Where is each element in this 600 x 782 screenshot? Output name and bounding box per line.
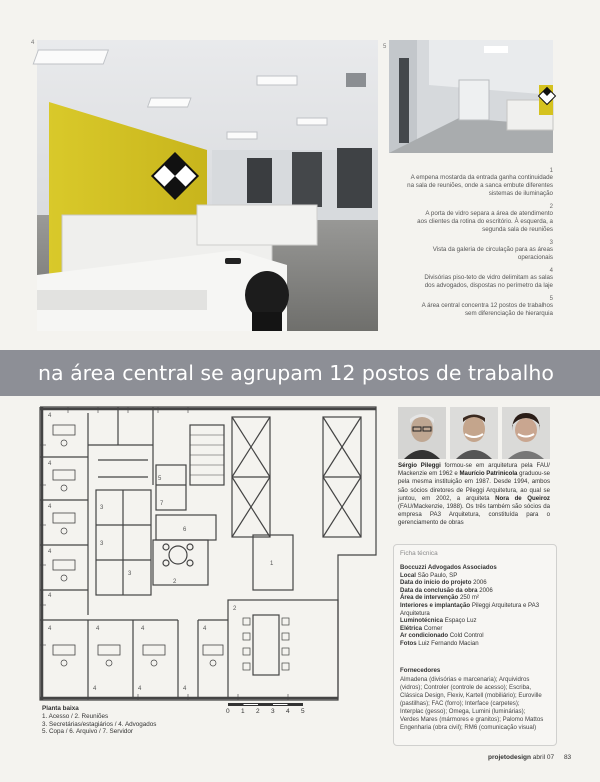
suppliers-line: Verdes Mares (mármores e granitos); Palomo Mattos xyxy=(400,715,544,723)
caption-line: A empena mostarda da entrada ganha continuidade xyxy=(410,174,553,181)
caption-line: Divisórias piso-teto de vidro delimitam as salas xyxy=(424,274,553,281)
photo-number: 4 xyxy=(31,40,35,46)
ficha-row: Ar condicionado Cold Control xyxy=(400,632,484,640)
issue-date: abril 07 xyxy=(532,754,555,761)
caption-line: segunda sala de reuniões xyxy=(482,226,553,233)
caption-line: dos advogados, dispostas no perímetro da laje xyxy=(424,282,553,289)
bio-name: Nora de Queiroz xyxy=(495,494,550,502)
room-number: 3 xyxy=(128,571,132,577)
ficha-row: Elétrica Corner xyxy=(400,624,443,632)
suppliers-line: Interplac (gesso); Omega, Lumini (luminárias); xyxy=(400,707,526,715)
portrait-sergio-pileggi xyxy=(398,407,446,459)
scale-tick: 3 xyxy=(271,708,275,715)
caption-line: sistemas de iluminação xyxy=(488,190,553,197)
portrait-mauricio-patrinicola xyxy=(450,407,498,459)
caption-number: 1 xyxy=(549,168,553,174)
room-number: 4 xyxy=(141,626,145,632)
room-number: 4 xyxy=(203,626,207,632)
ficha-heading: Ficha técnica xyxy=(400,550,438,557)
ficha-row: Local São Paulo, SP xyxy=(400,571,458,579)
room-number: 7 xyxy=(160,501,164,507)
caption xyxy=(380,204,553,234)
legend-line: 3. Secretárias/estagiários / 4. Advogados xyxy=(42,720,157,728)
section-banner xyxy=(0,350,600,396)
page-number: 83 xyxy=(563,754,572,761)
room-number: 2 xyxy=(173,579,177,585)
technical-sheet xyxy=(393,544,557,746)
side-photo xyxy=(383,40,553,153)
ficha-row: Data da conclusão da obra 2006 xyxy=(400,586,493,594)
suppliers-line: (vidros); Controler (controle de acesso); Escriba, xyxy=(400,683,532,691)
scale-tick: 0 xyxy=(226,708,230,715)
ficha-row: Arquitetura xyxy=(400,609,430,617)
caption-line: A área central concentra 12 postos de trabalhos xyxy=(421,302,553,309)
room-number: 4 xyxy=(48,549,52,555)
captions xyxy=(380,168,553,318)
main-photo xyxy=(31,40,378,331)
legend-line: 1. Acesso / 2. Reuniões xyxy=(42,712,109,720)
room-number: 4 xyxy=(138,686,142,692)
authors-bio xyxy=(398,462,550,528)
scale-tick: 5 xyxy=(301,708,305,715)
room-number: 2 xyxy=(233,606,237,612)
room-number: 6 xyxy=(183,527,187,533)
room-number: 5 xyxy=(158,476,162,482)
suppliers-line: Engenharia (obra civil); RM6 (comunicação visual) xyxy=(400,723,537,731)
caption-number: 2 xyxy=(549,204,553,210)
caption xyxy=(380,240,553,262)
floor-plan-drawing xyxy=(38,405,378,707)
suppliers-line: (pastilhas); FAC (forro); Interface (carpetes); xyxy=(400,699,520,707)
caption-line: aos clientes da rotina do escritório. À esquerda, a xyxy=(417,218,553,225)
bio-text: formou-se em arquitetura pela FAU/ Mackenzie em 1962 e xyxy=(398,462,551,478)
floor-plan xyxy=(38,405,378,707)
page-footer xyxy=(488,754,578,761)
room-number: 4 xyxy=(48,593,52,599)
caption-line: A porta de vidro separa a área de atendimento xyxy=(425,210,553,217)
plan-title: Planta baixa xyxy=(42,705,79,712)
caption-number: 5 xyxy=(549,296,553,302)
suppliers-line: Clássica Design, Flexiv, Kartell (mobiliário); Euroville xyxy=(400,691,542,699)
bio-name: Maurício Patrinicola xyxy=(459,470,518,478)
scale-bar xyxy=(228,703,303,721)
caption-number: 4 xyxy=(549,268,553,274)
suppliers-line: Almadena (divisórias e marcenaria); Arquividros xyxy=(400,675,530,683)
scale-tick: 4 xyxy=(286,708,290,715)
room-number: 4 xyxy=(48,504,52,510)
caption xyxy=(380,168,553,198)
bio-text: graduou-se pela mesma instituição em 1987. Desde 1994, ambos são sócios diretores de Pileggi Arquitetura, ao qual se juntou, em 2002, a arquiteta xyxy=(398,470,551,502)
suppliers xyxy=(400,667,552,732)
room-number: 4 xyxy=(93,686,97,692)
caption xyxy=(380,296,553,318)
room-number: 1 xyxy=(270,561,274,567)
ficha-row: Data do início do projeto 2006 xyxy=(400,579,487,587)
bio-name: Sérgio Pileggi xyxy=(398,462,441,469)
room-number: 3 xyxy=(100,541,104,547)
caption-line: operacionais xyxy=(517,254,553,261)
scale-tick: 1 xyxy=(241,708,245,715)
ficha-row: Fotos Luiz Fernando Macian xyxy=(400,639,479,647)
portraits xyxy=(398,407,550,459)
ficha-row: Luminotécnica Espaço Luz xyxy=(400,617,477,625)
room-number: 4 xyxy=(96,626,100,632)
project-name: Boccuzzi Advogados Associados xyxy=(400,564,497,571)
legend-line: 5. Copa / 6. Arquivo / 7. Servidor xyxy=(42,728,134,736)
plan-legend xyxy=(42,705,232,736)
caption-line: Vista da galeria de circulação para as áreas xyxy=(432,246,553,253)
ficha-row: Área de intervenção 250 m² xyxy=(400,594,479,602)
magazine-name: projetodesign xyxy=(488,754,531,761)
caption xyxy=(380,268,553,290)
caption-number: 3 xyxy=(549,240,553,246)
caption-line: sem diferenciação de hierarquia xyxy=(464,310,553,317)
suppliers-heading: Fornecedores xyxy=(400,667,441,674)
scale-tick: 2 xyxy=(256,708,260,715)
room-number: 4 xyxy=(48,461,52,467)
room-number: 4 xyxy=(183,686,187,692)
caption-line: na sala de reuniões, onde a sanca embute diferentes xyxy=(407,182,553,189)
banner-title: na área central se agrupam 12 postos de trabalho xyxy=(38,361,554,385)
ficha-rows xyxy=(400,564,552,648)
room-number: 4 xyxy=(48,413,52,419)
portrait-nora-de-queiroz xyxy=(502,407,550,459)
room-number: 4 xyxy=(48,626,52,632)
room-number: 3 xyxy=(100,505,104,511)
bio-text: (FAU/Mackenzie, 1988). Os três também são sócios da empresa PA3 Arquitetura, constituída para o gerenciamento de obras xyxy=(398,503,550,527)
ficha-row: Interiores e implantação Pileggi Arquitetura e PA3 xyxy=(400,601,540,609)
photo-number: 5 xyxy=(383,44,387,50)
